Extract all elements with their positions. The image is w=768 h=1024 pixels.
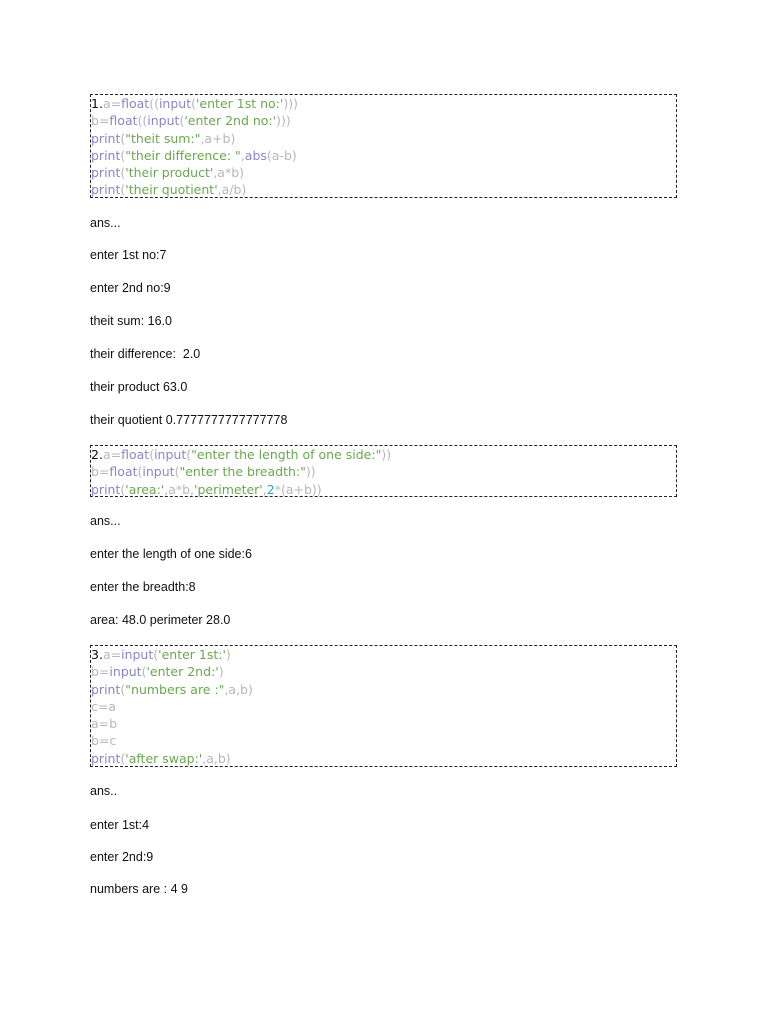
code-token: abs: [244, 147, 267, 163]
code-line: [91, 164, 676, 181]
code-token: float: [121, 447, 150, 462]
code-token: (: [120, 147, 126, 163]
code-line: [91, 130, 676, 147]
code-token: float: [109, 464, 138, 480]
code-token: ((: [137, 113, 148, 129]
code-token: input: [158, 96, 192, 111]
code-token: (: [191, 96, 196, 111]
code-token: =: [98, 664, 110, 680]
code-token: b: [91, 464, 99, 480]
code-token: print: [91, 750, 121, 766]
code-token: "numbers are :": [125, 681, 225, 697]
code-token: ,: [262, 481, 267, 497]
code-token: print: [91, 481, 121, 497]
code-token: (: [120, 481, 126, 497]
code-line: [91, 663, 676, 680]
code-token: "enter the length of one side:": [191, 447, 382, 462]
code-token: "enter the breadth:": [179, 464, 306, 480]
code-line: [91, 750, 676, 767]
code-block-3: [90, 645, 677, 767]
output-line: ans...: [90, 514, 121, 528]
code-token: input: [121, 647, 154, 662]
code-token: (: [120, 750, 126, 766]
code-token: ): [225, 647, 231, 662]
output-line: their product 63.0: [90, 380, 188, 394]
code-token: (: [141, 664, 147, 680]
code-token: =: [110, 447, 122, 462]
code-token: ((: [149, 96, 159, 111]
code-token: print: [91, 182, 121, 198]
code-token: (a-b): [266, 147, 297, 163]
code-line: [91, 681, 676, 698]
code-token: ): [218, 664, 224, 680]
code-token: (: [120, 182, 126, 198]
code-token: ,a/b): [217, 182, 247, 198]
code-token: (: [186, 447, 192, 462]
code-token: 'enter 1st no:': [196, 96, 284, 111]
code-token: (: [120, 165, 126, 181]
code-token: b=c: [91, 733, 117, 749]
code-token: (: [153, 647, 159, 662]
code-token: b: [91, 664, 99, 680]
code-line: [91, 463, 676, 480]
code-token: input: [142, 464, 175, 480]
output-line: enter the length of one side:6: [90, 547, 252, 561]
output-line: ans..: [90, 784, 118, 798]
code-token: b: [91, 113, 99, 129]
output-line: their difference: 2.0: [90, 347, 201, 361]
output-line: enter 1st:4: [90, 818, 150, 832]
code-token: =: [98, 113, 110, 129]
code-token: a=b: [91, 716, 118, 732]
code-line: [91, 646, 676, 663]
output-line: area: 48.0 perimeter 28.0: [90, 613, 231, 627]
code-token: float: [109, 113, 138, 129]
output-line: their quotient 0.7777777777777778: [90, 413, 288, 427]
code-token: )): [305, 464, 316, 480]
code-token: print: [91, 165, 121, 181]
code-token: ))): [276, 113, 291, 129]
code-token: input: [154, 447, 187, 462]
code-token: 'enter 1st:': [158, 647, 226, 662]
code-line: [91, 95, 676, 112]
code-token: input: [109, 664, 142, 680]
code-token: 2.: [91, 447, 103, 462]
output-line: enter 2nd:9: [90, 850, 154, 864]
code-token: *(a+b)): [274, 481, 322, 497]
code-token: ))): [283, 96, 298, 111]
code-token: 'enter 2nd:': [146, 664, 219, 680]
code-line: [91, 715, 676, 732]
code-block-2: [90, 445, 677, 497]
code-token: 2: [266, 481, 275, 497]
code-block-1: [90, 94, 677, 198]
code-token: ,a*b): [213, 165, 245, 181]
code-token: (: [120, 681, 126, 697]
code-token: =: [110, 647, 122, 662]
code-token: )): [381, 447, 392, 462]
code-token: a: [102, 96, 111, 111]
code-token: 3.: [91, 647, 103, 662]
code-line: [91, 147, 676, 164]
code-token: a: [102, 447, 111, 462]
code-token: ,a,b): [224, 681, 253, 697]
code-token: 1.: [91, 96, 103, 111]
code-token: c=a: [91, 698, 117, 714]
code-line: [91, 481, 676, 498]
code-token: (: [179, 113, 185, 129]
code-token: print: [91, 147, 121, 163]
code-token: 'enter 2nd no:': [184, 113, 277, 129]
code-token: "their difference: ": [125, 147, 241, 163]
output-line: enter the breadth:8: [90, 580, 196, 594]
code-token: (: [149, 447, 155, 462]
code-token: ,a+b): [200, 130, 236, 146]
code-token: ,a*b,: [164, 481, 195, 497]
code-token: =: [98, 464, 110, 480]
code-token: =: [110, 96, 122, 111]
code-token: 'area:': [125, 481, 165, 497]
code-token: print: [91, 681, 121, 697]
code-line: [91, 732, 676, 749]
code-token: 'after swap:': [125, 750, 203, 766]
code-token: "theit sum:": [125, 130, 201, 146]
code-token: float: [121, 96, 150, 111]
output-line: enter 1st no:7: [90, 248, 167, 262]
code-token: input: [147, 113, 180, 129]
code-line: [91, 181, 676, 198]
code-token: 'their quotient': [125, 182, 218, 198]
code-line: [91, 698, 676, 715]
output-line: ans...: [90, 216, 121, 230]
output-line: numbers are : 4 9: [90, 882, 188, 896]
code-token: 'their product': [125, 165, 214, 181]
code-token: (: [120, 130, 126, 146]
code-line: [91, 446, 676, 463]
code-token: (: [137, 464, 143, 480]
output-line: theit sum: 16.0: [90, 314, 172, 328]
code-token: 'perimeter': [194, 481, 263, 497]
code-line: [91, 112, 676, 129]
code-token: print: [91, 130, 121, 146]
code-token: ,a,b): [202, 750, 231, 766]
output-line: enter 2nd no:9: [90, 281, 171, 295]
code-token: (: [174, 464, 180, 480]
code-token: a: [102, 647, 111, 662]
code-token: ,: [240, 147, 245, 163]
